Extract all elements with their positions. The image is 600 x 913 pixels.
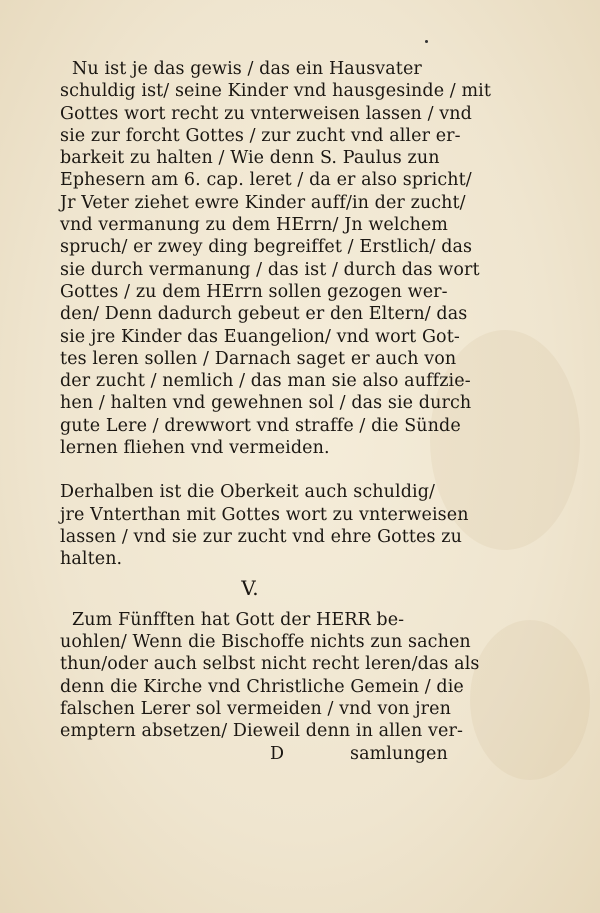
text-line: uohlen/ Wenn die Bischoffe nichts zun sachen	[60, 632, 471, 653]
signature-mark: D	[270, 743, 285, 764]
page-text	[60, 58, 491, 765]
text-line: barkeit zu halten / Wie denn S. Paulus zun	[60, 148, 440, 169]
catchword: samlungen	[350, 743, 448, 764]
text-line: schuldig ist/ seine Kinder vnd hausgesinde / mit	[60, 81, 491, 102]
text-line: gute Lere / drewwort vnd straffe / die Sünde	[60, 415, 461, 436]
paper-stain	[470, 620, 590, 780]
text-line: sie durch vermanung / das ist / durch das wort	[60, 259, 480, 280]
text-line: Jr Veter ziehet ewre Kinder auff/in der zucht/	[60, 192, 466, 213]
text-line: den/ Denn dadurch gebeut er den Eltern/ das	[60, 304, 468, 325]
text-line: Zum Fünfften hat Gott der HERR be-	[72, 609, 405, 630]
text-line: spruch/ er zwey ding begreiffet / Erstlich/ das	[60, 237, 473, 258]
text-line: hen / halten vnd gewehnen sol / das sie durch	[60, 393, 472, 414]
text-line: tes leren sollen / Darnach saget er auch von	[60, 348, 457, 369]
text-line: der zucht / nemlich / das man sie also auffzie-	[60, 371, 471, 392]
text-line: sie jre Kinder das Euangelion/ vnd wort Got-	[60, 326, 460, 347]
text-line: Gottes / zu dem HErrn sollen gezogen wer-	[60, 281, 448, 302]
text-line: lernen fliehen vnd vermeiden.	[60, 438, 330, 459]
text-line: Nu ist je das gewis / das ein Hausvater	[72, 59, 422, 79]
paragraph-1	[60, 58, 491, 459]
section-heading: V.	[241, 575, 259, 600]
ink-speck	[425, 40, 428, 43]
text-line: falschen Lerer sol vermeiden / vnd von jren	[60, 699, 451, 720]
text-line: Derhalben ist die Oberkeit auch schuldig/	[60, 482, 436, 503]
text-line: thun/oder auch selbst nicht recht leren/das als	[60, 654, 480, 675]
text-line: denn die Kirche vnd Christliche Gemein / die	[60, 676, 464, 697]
paragraph-3	[60, 609, 480, 743]
text-line: lassen / vnd sie zur zucht vnd ehre Gottes zu	[60, 526, 462, 547]
text-line: sie zur forcht Gottes / zur zucht vnd aller er-	[60, 125, 461, 146]
text-line: jre Vnterthan mit Gottes wort zu vnterweisen	[60, 504, 469, 525]
text-line: emptern absetzen/ Dieweil denn in allen ver-	[60, 721, 463, 742]
page-footer	[60, 743, 470, 765]
text-line: vnd vermanung zu dem HErrn/ Jn welchem	[60, 215, 449, 236]
text-line: Ephesern am 6. cap. leret / da er also spricht/	[60, 170, 472, 191]
paragraph-2	[60, 481, 470, 570]
text-line: Gottes wort recht zu vnterweisen lassen / vnd	[60, 103, 472, 124]
text-line: halten.	[60, 549, 123, 570]
